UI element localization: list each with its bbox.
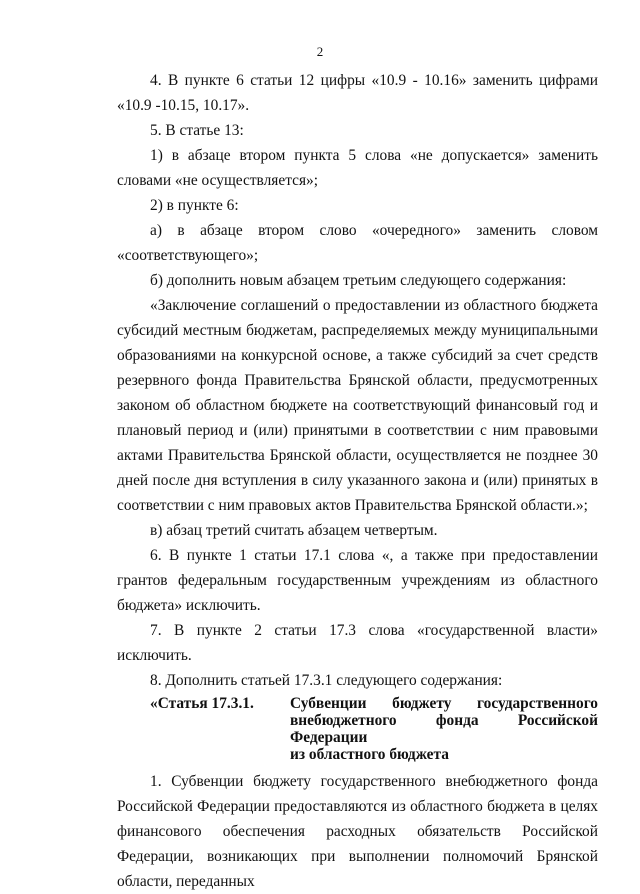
paragraph-subitem-v: в) абзац третий считать абзацем четвертым. xyxy=(150,522,438,539)
article-title xyxy=(290,695,598,763)
paragraph-item-8: 8. Дополнить статьей 17.3.1 следующего содержания: xyxy=(150,672,503,689)
paragraph-item-7: 7. В пункте 2 статьи 17.3 слова «государственной власти» исключить. xyxy=(117,622,598,664)
article-paragraph-1: 1. Субвенции бюджету государственного внебюджетного фонда Российской Федерации предоставляются из областного бюджета в целях финансового обеспечения расходных обязательств Российской Федерации, возникающих при выполнении полномочий Брянской области, переданных xyxy=(117,773,598,890)
paragraph-subitem-a: а) в абзаце втором слово «очередного» заменить словом «соответствующего»; xyxy=(117,222,598,264)
paragraph-item-6: 6. В пункте 1 статьи 17.1 слова «, а также при предоставлении грантов федеральным государственным учреждениям из областного бюджета» исключить. xyxy=(117,547,598,614)
paragraph-quoted-text: «Заключение соглашений о предоставлении из областного бюджета субсидий местным бюджетам, распределяемых между муниципальными образованиями на конкурсной основе, а также субсидий за счет средств резервного фонда Правительства Брянской области, предусмотренных законом об областном бюджете на соответствующий финансовый год и плановый период и (или) принятыми в соответствии с ним правовыми актами Правительства Брянской области, осуществляется не позднее 30 дней после дня вступления в силу указанного закона и (или) принятых в соответствии с ним правовых актов Правительства Брянской области.»; xyxy=(117,297,598,514)
article-number: «Статья 17.3.1. xyxy=(150,695,254,712)
document-body xyxy=(117,68,598,894)
article-title-line-2: внебюджетного фонда Российской Федерации xyxy=(290,712,598,746)
page-number: 2 xyxy=(316,44,324,59)
article-heading xyxy=(117,695,598,763)
article-title-line-1: Субвенции бюджету государственного xyxy=(290,695,598,712)
article-title-line-3: из областного бюджета xyxy=(290,746,449,763)
paragraph-subitem-b: б) дополнить новым абзацем третьим следующего содержания: xyxy=(150,272,567,289)
paragraph-item-4: 4. В пункте 6 статьи 12 цифры «10.9 - 10.16» заменить цифрами «10.9 -10.15, 10.17». xyxy=(117,72,598,114)
paragraph-item-5: 5. В статье 13: xyxy=(150,122,244,139)
paragraph-subitem-2: 2) в пункте 6: xyxy=(150,197,239,214)
paragraph-subitem-1: 1) в абзаце втором пункта 5 слова «не допускается» заменить словами «не осуществляется»; xyxy=(117,147,598,189)
